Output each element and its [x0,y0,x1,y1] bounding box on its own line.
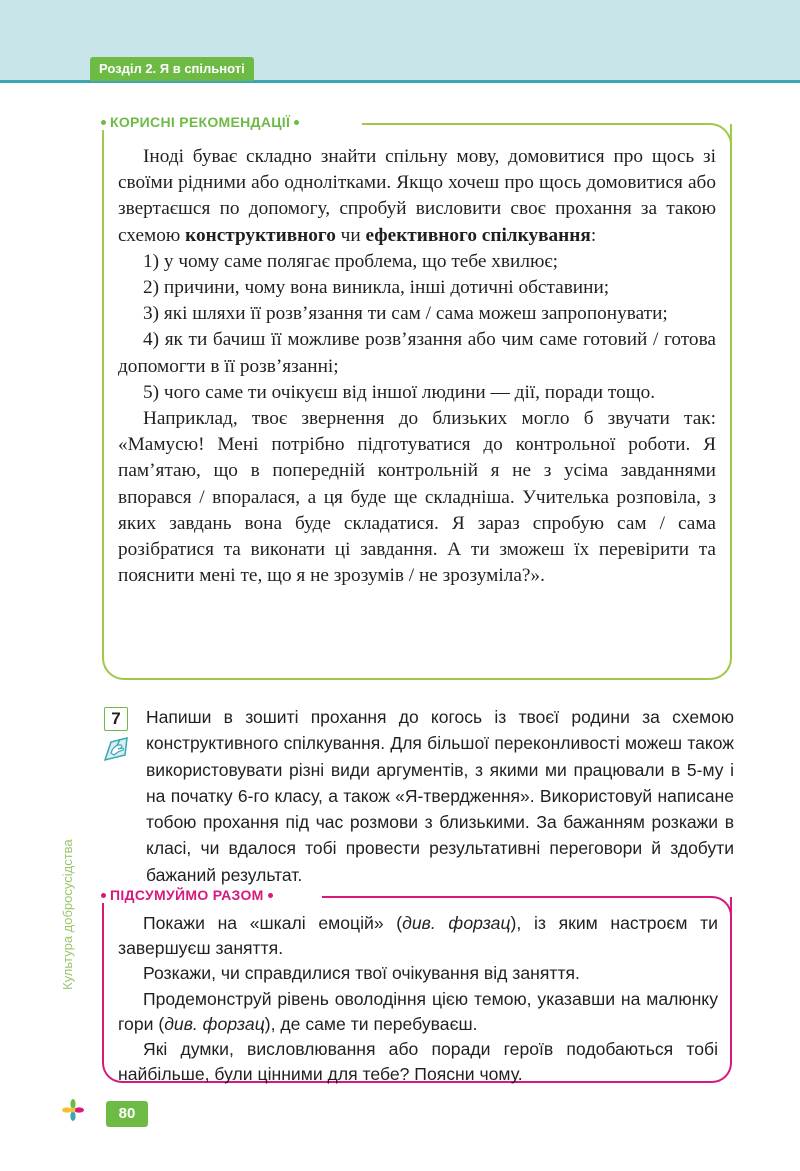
side-label: Культура добросусідства [60,839,75,990]
tips-intro: Іноді буває складно знайти спільну мову, домовитися про щось зі своїми рідними або однолітками. Якщо хочеш про щось домовитися або звертаєшся по допомогу, спробуй висловити своє прохання за такою схемою конструктивного чи ефективного спілкування: [118,146,716,246]
tips-item: 1) у чому саме полягає проблема, що тебе хвилює; [143,250,558,272]
tips-title-text: КОРИСНІ РЕКОМЕНДАЦІЇ [110,114,291,130]
summary-item: Продемонструй рівень оволодіння цією темою, указавши на малюнку гори (див. форзац), де саме ти перебуваєш. [118,988,718,1034]
tips-title [101,114,303,130]
summary-title-text: ПІДСУМУЙМО РАЗОМ [110,887,264,903]
term-constructive: конструктивного [185,224,336,246]
bullet-dot-icon [294,120,299,125]
bullet-dot-icon [101,120,106,125]
tips-item: 2) причини, чому вона виникла, інші дотичні обставини; [143,277,610,299]
flower-icon [62,1099,84,1121]
summary-item: Покажи на «шкалі емоцій» (див. форзац), із яким настроєм ти завершуєш заняття. [118,913,718,959]
summary-item: Розкажи, чи справдилися твої очікування від заняття. [143,963,580,984]
section-label: Розділ 2. Я в спільноті [90,57,254,81]
term-effective-communication: ефективного спілкування [365,224,591,246]
tips-item: 5) чого саме ти очікуєш від іншої людини — дії, поради тощо. [143,381,656,403]
task-number: 7 [104,707,128,731]
tips-item: 3) які шляхи її розв’язання ти сам / сама можеш запропонувати; [143,303,668,325]
summary-text [118,911,718,1087]
summary-title [101,887,277,903]
bullet-dot-icon [101,893,106,898]
page-number: 80 [106,1101,148,1127]
summary-item: Які думки, висловлювання або поради героїв подобаються тобі найбільше, були цінними для тебе? Поясни чому. [118,1039,718,1085]
writing-hand-icon [102,733,134,765]
tips-item: 4) як ти бачиш її можливе розв’язання або чим саме готовий / готова допомогти в її розв’язанні; [118,329,716,377]
summary-box-top-border [322,896,708,898]
tips-text [118,144,716,589]
bullet-dot-icon [268,893,273,898]
tips-box-top-border [362,123,708,125]
tips-example: Наприклад, твоє звернення до близьких могло б звучати так: «Мамусю! Мені потрібно підготуватися до контрольної роботи. Я пам’ятаю, що в попередній контрольній я не з усіма завданнями впорався / впоралася, а ця буде ще складніша. Учителька розповіла, з яких завдань вона буде складатися. Я зараз спробую сам / сама розібратися та виконати ці завдання. А ти зможеш їх перевірити та пояснити мені те, що я не зрозумів / не зрозуміла?». [118,408,716,587]
task-text: Напиши в зошиті прохання до когось із твоєї родини за схемою конструктивного спілкування. Для більшої переконливості можеш також використовувати різні види аргументів, з якими ми працювали в 5-му і на початку 6-го класу, а також «Я-твердження». Використовуй написане тобою прохання під час розмови з близькими. За бажанням розкажи в класі, чи вдалося тобі провести результативні переговори й здобути бажаний результат. [146,707,734,885]
